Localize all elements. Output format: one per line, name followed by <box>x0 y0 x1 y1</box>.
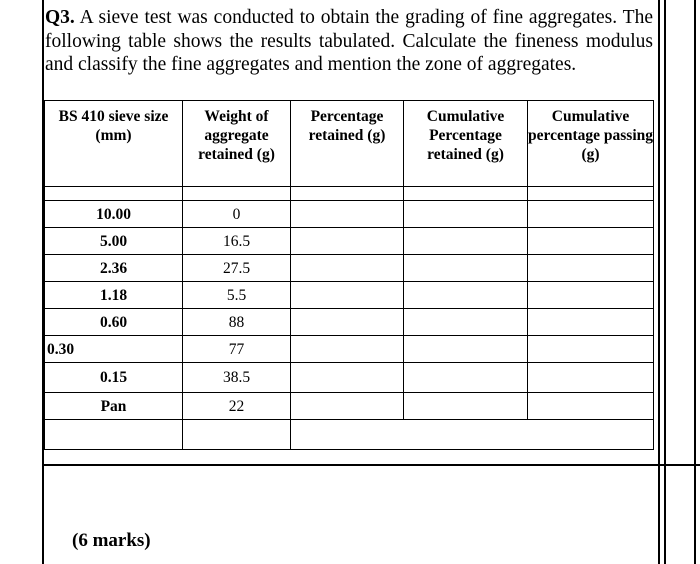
weight-cell: 27.5 <box>183 255 291 282</box>
cumulative-passing-cell <box>528 282 654 309</box>
table-row-total <box>45 420 654 450</box>
frame-right-line-1 <box>658 0 660 564</box>
percentage-cell <box>291 201 404 228</box>
weight-cell: 77 <box>183 336 291 363</box>
percentage-cell <box>291 255 404 282</box>
table-row <box>45 201 654 228</box>
header-cumulative-retained: Cumulative Percentage retained (g) <box>404 101 528 187</box>
header-weight-retained: Weight of aggregate retained (g) <box>183 101 291 187</box>
sieve-size-cell: 5.00 <box>45 228 183 255</box>
cumulative-passing-cell <box>528 309 654 336</box>
percentage-cell <box>291 309 404 336</box>
sieve-size-cell: 0.30 <box>45 336 183 363</box>
sieve-size-cell: 0.60 <box>45 309 183 336</box>
table-row <box>45 282 654 309</box>
weight-cell: 22 <box>183 393 291 420</box>
cumulative-retained-cell <box>404 336 528 363</box>
percentage-cell <box>291 393 404 420</box>
marks-label: (6 marks) <box>72 530 151 551</box>
table-row <box>45 255 654 282</box>
question-body: A sieve test was conducted to obtain the grading of fine aggregates. The following table shows the results tabulated. Calculate the fineness modulus and classify the fine aggregates and mention the zone of aggregates. <box>45 7 653 75</box>
cumulative-passing-cell <box>528 255 654 282</box>
header-sieve-size: BS 410 sieve size (mm) <box>45 101 183 187</box>
table-row <box>45 309 654 336</box>
table-row-spacer <box>45 187 654 201</box>
percentage-cell <box>291 363 404 393</box>
sieve-size-cell: 1.18 <box>45 282 183 309</box>
weight-cell: 0 <box>183 201 291 228</box>
cumulative-passing-cell <box>528 201 654 228</box>
question-text <box>45 6 653 77</box>
cumulative-retained-cell <box>404 363 528 393</box>
sieve-size-cell: 10.00 <box>45 201 183 228</box>
percentage-cell <box>291 228 404 255</box>
cumulative-passing-cell <box>528 393 654 420</box>
table-row <box>45 393 654 420</box>
weight-cell: 16.5 <box>183 228 291 255</box>
weight-cell: 38.5 <box>183 363 291 393</box>
weight-cell: 88 <box>183 309 291 336</box>
table-row <box>45 336 654 363</box>
cumulative-passing-cell <box>528 336 654 363</box>
header-percentage-retained: Percentage retained (g) <box>291 101 404 187</box>
header-cumulative-passing: Cumulative percentage passing (g) <box>528 101 654 187</box>
sieve-size-cell: Pan <box>45 393 183 420</box>
cumulative-retained-cell <box>404 201 528 228</box>
frame-right-line-2 <box>664 0 666 564</box>
frame-right-line-3 <box>694 0 696 564</box>
percentage-cell <box>291 336 404 363</box>
sieve-size-cell: 2.36 <box>45 255 183 282</box>
cumulative-retained-cell <box>404 393 528 420</box>
frame-mid-line <box>42 464 700 466</box>
question-number: Q3. <box>45 7 75 28</box>
cumulative-retained-cell <box>404 255 528 282</box>
table-row <box>45 228 654 255</box>
sieve-size-cell: 0.15 <box>45 363 183 393</box>
cumulative-retained-cell <box>404 282 528 309</box>
cumulative-retained-cell <box>404 309 528 336</box>
table-row <box>45 363 654 393</box>
cumulative-passing-cell <box>528 228 654 255</box>
table-header-row <box>45 101 654 187</box>
sieve-table <box>44 100 654 450</box>
percentage-cell <box>291 282 404 309</box>
weight-cell: 5.5 <box>183 282 291 309</box>
cumulative-passing-cell <box>528 363 654 393</box>
cumulative-retained-cell <box>404 228 528 255</box>
